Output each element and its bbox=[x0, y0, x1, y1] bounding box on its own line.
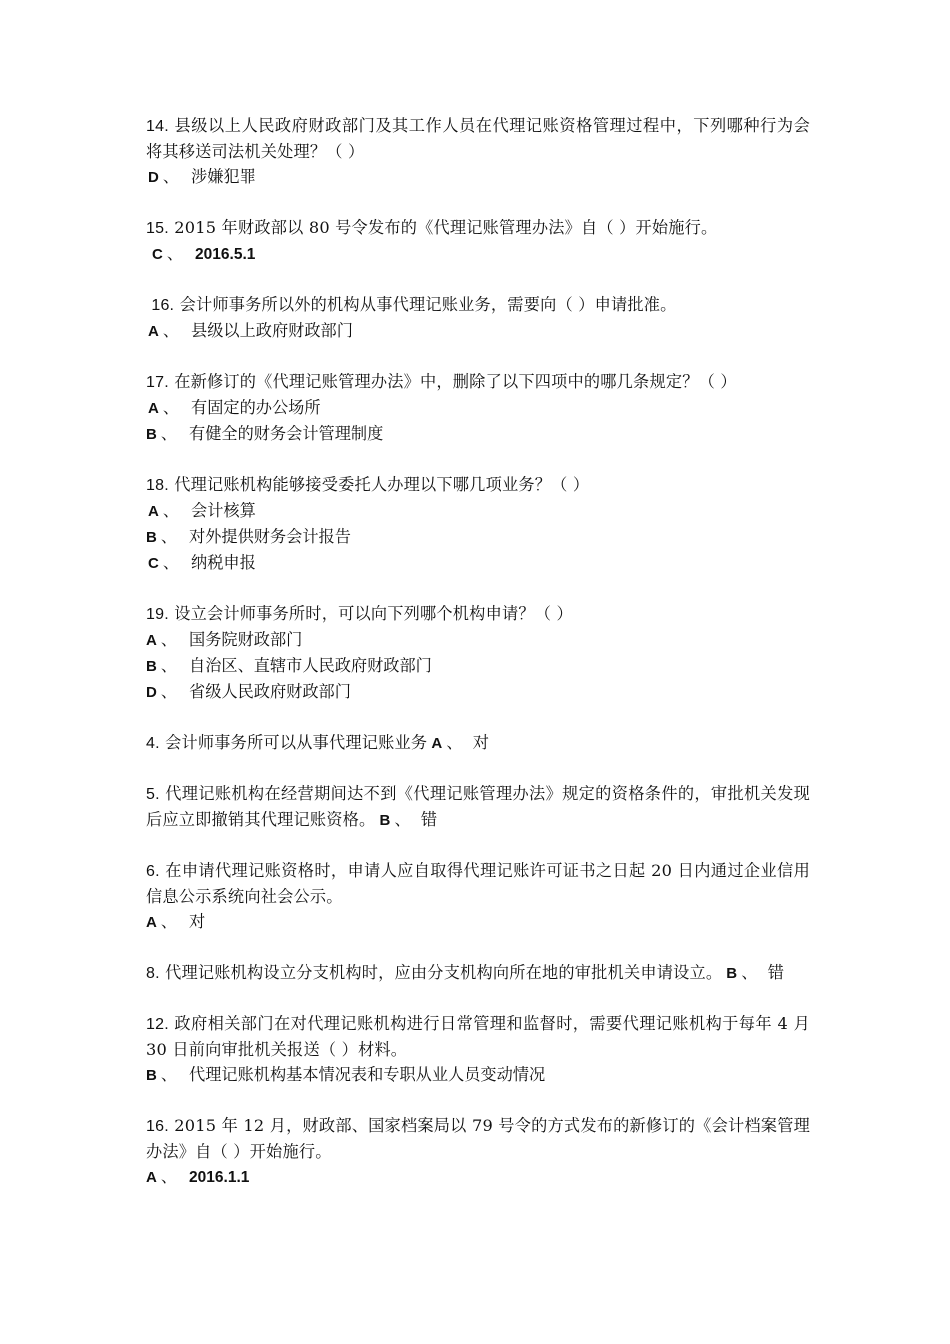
option-text: 国务院财政部门 bbox=[189, 630, 303, 649]
option-text: 错 bbox=[420, 810, 438, 829]
option-letter: B bbox=[146, 529, 157, 546]
option-letter: B bbox=[146, 1067, 157, 1084]
question-12 bbox=[146, 1011, 810, 1088]
question-number: 19. bbox=[146, 606, 169, 623]
option-separator: 、 bbox=[166, 244, 184, 263]
question-body: 会计师事务所以外的机构从事代理记账业务，需要向（ ）申请批准。 bbox=[179, 295, 677, 314]
answer-option bbox=[146, 627, 810, 653]
question-body: 县级以上人民政府财政部门及其工作人员在代理记账资格管理过程中，下列哪种行为会将其移送司法机关处理？（ ） bbox=[146, 116, 810, 161]
option-text: 有健全的财务会计管理制度 bbox=[189, 424, 384, 443]
question-text bbox=[146, 1011, 810, 1062]
option-letter: A bbox=[146, 632, 157, 649]
question-body: 会计师事务所可以从事代理记账业务 bbox=[165, 733, 428, 752]
option-letter: B bbox=[146, 426, 157, 443]
option-text: 错 bbox=[767, 963, 785, 982]
question-16 bbox=[146, 292, 810, 344]
question-list bbox=[146, 113, 810, 1215]
option-letter: B bbox=[379, 812, 391, 829]
answer-option bbox=[146, 550, 810, 576]
question-18 bbox=[146, 472, 810, 576]
question-5 bbox=[146, 781, 810, 833]
option-separator: 、 bbox=[162, 321, 180, 340]
option-letter: A bbox=[148, 400, 159, 417]
option-text: 自治区、直辖市人民政府财政部门 bbox=[189, 656, 432, 675]
question-text bbox=[146, 472, 810, 498]
answer-option bbox=[146, 909, 810, 935]
question-text bbox=[146, 292, 810, 318]
option-text: 对 bbox=[189, 912, 206, 931]
option-text: 代理记账机构基本情况表和专职从业人员变动情况 bbox=[189, 1065, 546, 1084]
option-text: 会计核算 bbox=[191, 501, 256, 520]
option-text: 2016.1.1 bbox=[189, 1169, 250, 1186]
option-letter: A bbox=[146, 914, 157, 931]
option-separator: 、 bbox=[741, 963, 758, 982]
question-text bbox=[146, 369, 810, 395]
question-body: 在申请代理记账资格时，申请人应自取得代理记账许可证书之日起 20 日内通过企业信用信息公示系统向社会公示。 bbox=[146, 861, 810, 906]
question-body: 代理记账机构能够接受委托人办理以下哪几项业务？（ ） bbox=[174, 475, 590, 494]
option-letter: B bbox=[146, 658, 157, 675]
answer-option bbox=[146, 524, 810, 550]
question-text bbox=[146, 730, 810, 756]
question-body: 2015 年财政部以 80 号令发布的《代理记账管理办法》自（ ）开始施行。 bbox=[174, 218, 718, 237]
option-letter: A bbox=[146, 1169, 157, 1186]
option-text: 对外提供财务会计报告 bbox=[189, 527, 351, 546]
question-number: 15. bbox=[146, 220, 169, 237]
question-4 bbox=[146, 730, 810, 756]
question-number: 6. bbox=[146, 863, 160, 880]
option-letter: A bbox=[148, 503, 159, 520]
option-letter: A bbox=[431, 735, 443, 752]
question-15 bbox=[146, 215, 810, 267]
option-separator: 、 bbox=[160, 1065, 178, 1084]
question-8 bbox=[146, 960, 810, 986]
option-separator: 、 bbox=[162, 398, 180, 417]
option-text: 对 bbox=[472, 733, 490, 752]
question-body: 设立会计师事务所时，可以向下列哪个机构申请？（ ） bbox=[174, 604, 573, 623]
question-number: 5. bbox=[146, 786, 160, 803]
question-body: 2015 年 12 月，财政部、国家档案局以 79 号令的方式发布的新修订的《会计档案管理办法》自（ ）开始施行。 bbox=[146, 1116, 810, 1161]
question-text bbox=[146, 1113, 810, 1164]
option-separator: 、 bbox=[160, 912, 178, 931]
question-body: 在新修订的《代理记账管理办法》中，删除了以下四项中的哪几条规定？（ ） bbox=[174, 372, 737, 391]
option-separator: 、 bbox=[394, 810, 411, 829]
answer-option bbox=[146, 395, 810, 421]
option-letter: D bbox=[148, 169, 159, 186]
option-text: 2016.5.1 bbox=[195, 246, 256, 263]
answer-option bbox=[146, 421, 810, 447]
question-number: 16. bbox=[151, 297, 175, 314]
option-separator: 、 bbox=[160, 682, 178, 701]
question-number: 16. bbox=[146, 1118, 169, 1135]
option-separator: 、 bbox=[160, 424, 178, 443]
question-body: 政府相关部门在对代理记账机构进行日常管理和监督时，需要代理记账机构于每年 4 月 30 日前向审批机关报送（ ）材料。 bbox=[146, 1014, 810, 1059]
option-separator: 、 bbox=[446, 733, 463, 752]
option-text: 县级以上政府财政部门 bbox=[191, 321, 353, 340]
question-16-archive bbox=[146, 1113, 810, 1190]
option-letter: B bbox=[726, 965, 738, 982]
question-number: 8. bbox=[146, 965, 160, 982]
question-number: 18. bbox=[146, 477, 169, 494]
answer-option bbox=[146, 498, 810, 524]
question-number: 12. bbox=[146, 1016, 169, 1033]
question-text bbox=[146, 858, 810, 909]
question-number: 17. bbox=[146, 374, 169, 391]
question-text bbox=[146, 960, 810, 986]
answer-option bbox=[146, 318, 810, 344]
answer-option bbox=[146, 164, 810, 190]
option-text: 纳税申报 bbox=[191, 553, 256, 572]
option-separator: 、 bbox=[162, 167, 180, 186]
option-text: 省级人民政府财政部门 bbox=[189, 682, 351, 701]
option-letter: A bbox=[148, 323, 159, 340]
question-6 bbox=[146, 858, 810, 935]
answer-option bbox=[146, 679, 810, 705]
answer-option bbox=[146, 1164, 810, 1190]
option-separator: 、 bbox=[162, 553, 180, 572]
option-separator: 、 bbox=[160, 656, 178, 675]
answer-option bbox=[146, 1062, 810, 1088]
question-17 bbox=[146, 369, 810, 447]
answer-option bbox=[146, 653, 810, 679]
option-letter: C bbox=[152, 246, 163, 263]
question-19 bbox=[146, 601, 810, 705]
question-number: 4. bbox=[146, 735, 160, 752]
option-letter: D bbox=[146, 684, 157, 701]
question-text bbox=[146, 781, 810, 833]
question-number: 14. bbox=[146, 118, 169, 135]
question-body: 代理记账机构设立分支机构时，应由分支机构向所在地的审批机关申请设立。 bbox=[165, 963, 723, 982]
question-14 bbox=[146, 113, 810, 190]
option-text: 涉嫌犯罪 bbox=[191, 167, 256, 186]
option-separator: 、 bbox=[160, 1167, 178, 1186]
question-text bbox=[146, 215, 810, 241]
answer-option bbox=[146, 241, 810, 267]
option-letter: C bbox=[148, 555, 159, 572]
option-separator: 、 bbox=[162, 501, 180, 520]
question-text bbox=[146, 113, 810, 164]
question-body: 代理记账机构在经营期间达不到《代理记账管理办法》规定的资格条件的，审批机关发现后应立即撤销其代理记账资格。 bbox=[146, 784, 810, 829]
option-separator: 、 bbox=[160, 527, 178, 546]
option-text: 有固定的办公场所 bbox=[191, 398, 321, 417]
question-text bbox=[146, 601, 810, 627]
option-separator: 、 bbox=[160, 630, 178, 649]
